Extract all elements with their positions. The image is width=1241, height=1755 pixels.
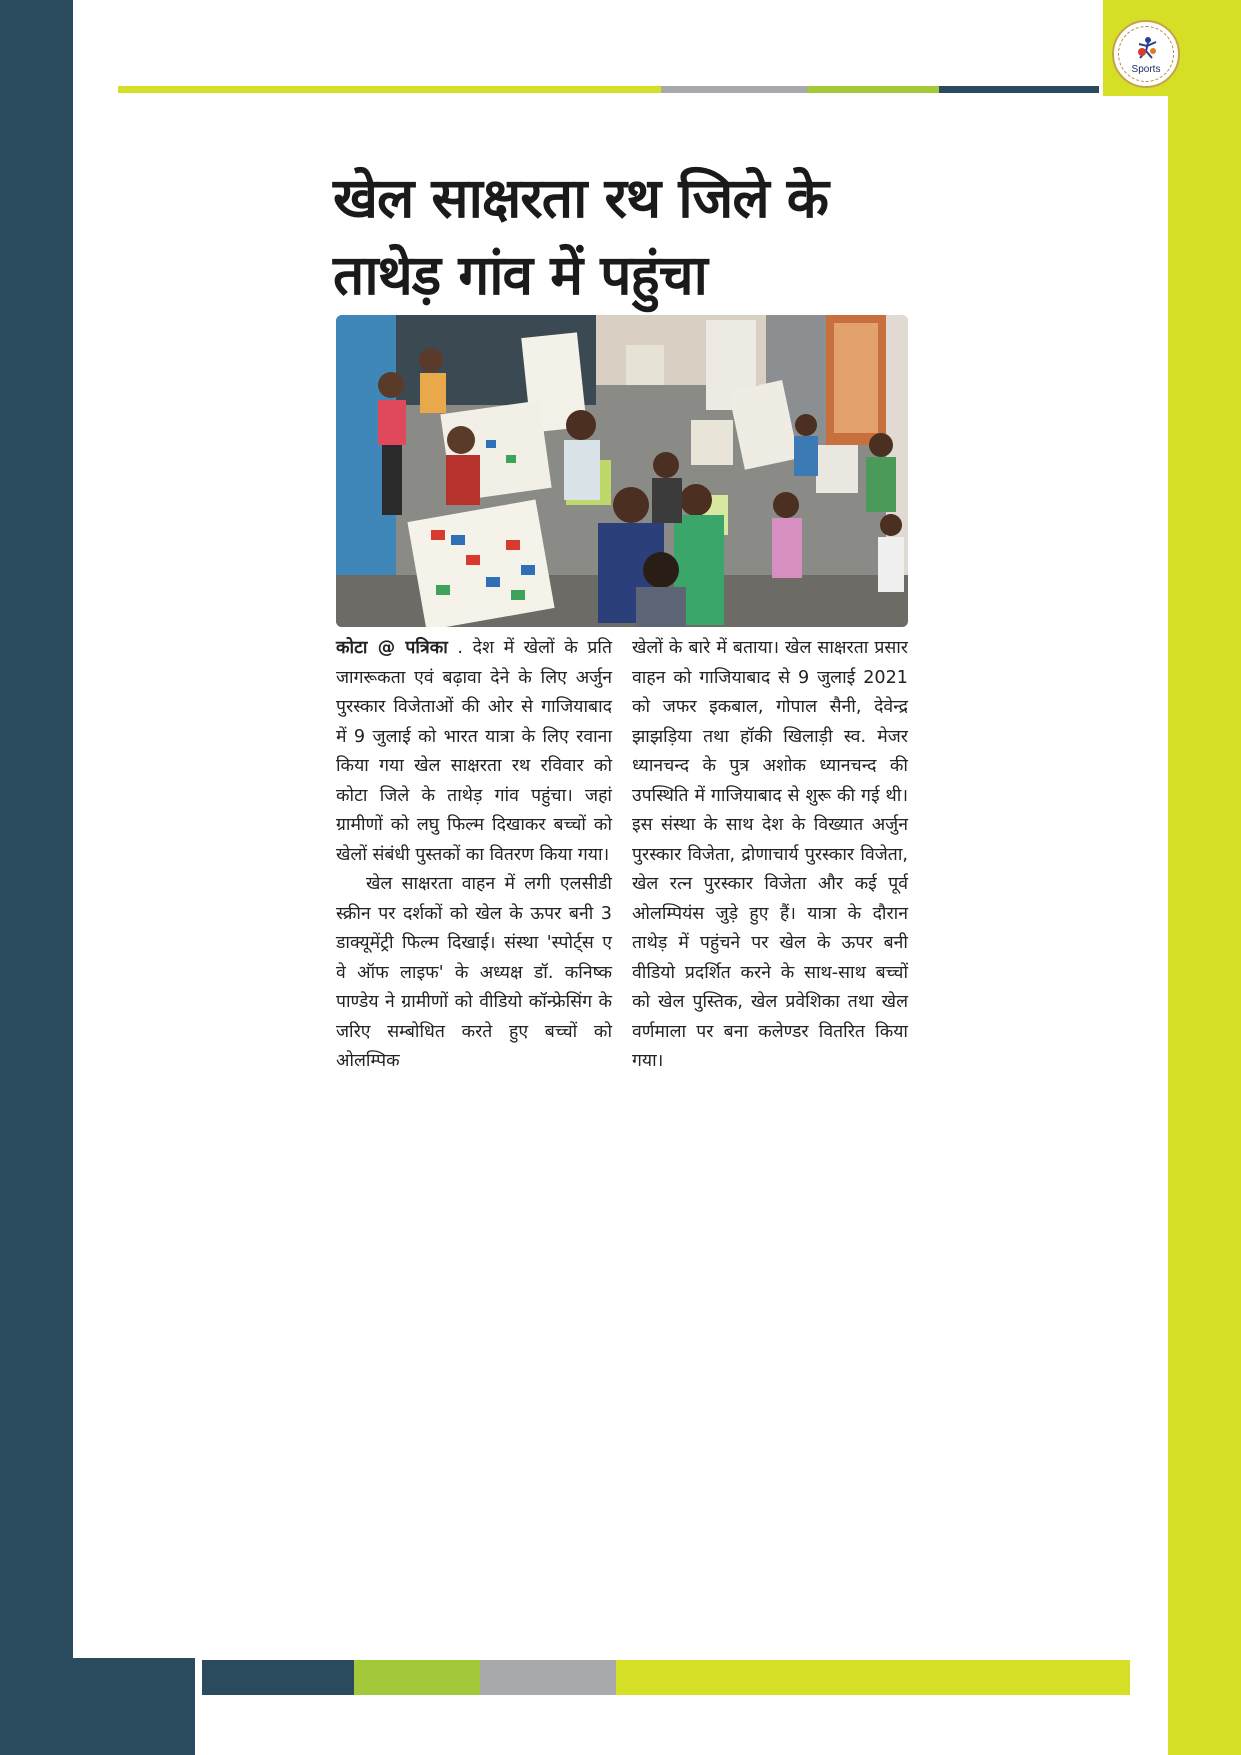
left-bottom-block — [0, 1658, 195, 1755]
children-with-posters-illustration — [336, 315, 908, 627]
bottom-stripe-green — [354, 1660, 480, 1695]
headline-line-1: खेल साक्षरता रथ जिले के — [333, 166, 829, 230]
left-sidebar-bar — [0, 0, 73, 1755]
bottom-stripe-gray — [480, 1660, 616, 1695]
dateline: कोटा @ पत्रिका — [336, 638, 448, 658]
top-stripe-lime — [118, 86, 661, 93]
article-column-2 — [632, 634, 908, 1077]
right-sidebar-bar — [1168, 96, 1241, 1755]
column-1-paragraph-1 — [336, 634, 612, 870]
bottom-stripe-lime — [616, 1660, 1130, 1695]
athlete-icon — [1134, 36, 1160, 62]
bottom-stripe-navy — [202, 1660, 354, 1695]
sports-logo — [1112, 20, 1180, 88]
article-column-1 — [336, 634, 612, 1077]
article-headline — [333, 160, 913, 314]
top-stripe-green — [807, 86, 939, 93]
column-1-paragraph-2: खेल साक्षरता वाहन में लगी एलसीडी स्क्रीन पर दर्शकों को खेल के ऊपर बनी 3 डाक्यूमेंट्री फिल्म दिखाई। संस्था 'स्पोर्ट्स ए वे ऑफ लाइफ' के अध्यक्ष डॉ. कनिष्क पाण्डेय ने ग्रामीणों को वीडियो कॉन्फ्रेसिंग के जरिए सम्बोधित करते हुए बच्चों को ओलम्पिक — [336, 874, 612, 1071]
top-stripe-gray — [661, 86, 807, 93]
article-photo — [336, 315, 908, 627]
top-stripe-navy — [939, 86, 1099, 93]
logo-text: Sports — [1131, 64, 1161, 75]
headline-line-2: ताथेड़ गांव में पहुंचा — [333, 243, 707, 307]
column-1-paragraph-1-text: . देश में खेलों के प्रति जागरूकता एवं बढ़ावा देने के लिए अर्जुन पुरस्कार विजेताओं की ओर से गाजियाबाद में 9 जुलाई को भारत यात्रा के लिए रवाना किया गया खेल साक्षरता रथ रविवार को कोटा जिले के ताथेड़ गांव पहुंचा। जहां ग्रामीणों को लघु फिल्म दिखाकर बच्चों को खेलों संबंधी पुस्तकों का वितरण किया गया। — [336, 638, 612, 865]
column-2-paragraph-1: खेलों के बारे में बताया। खेल साक्षरता प्रसार वाहन को गाजियाबाद से 9 जुलाई 2021 को जफर इकबाल, गोपाल सैनी, देवेन्द्र झाझड़िया तथा हॉकी खिलाड़ी स्व. मेजर ध्यानचन्द के पुत्र अशोक ध्यानचन्द की उपस्थिति में गाजियाबाद से शुरू की गई थी। इस संस्था के साथ देश के विख्यात अर्जुन पुरस्कार विजेता, द्रोणाचार्य पुरस्कार विजेता, खेल रत्न पुरस्कार विजेता और कई पूर्व ओलम्पियंस जुड़े हुए हैं। यात्रा के दौरान ताथेड़ में पहुंचने पर खेल के ऊपर बनी वीडियो प्रदर्शित करने के साथ-साथ बच्चों को खेल पुस्तिक, खेल प्रवेशिका तथा खेल वर्णमाला पर बना कलेण्डर वितरित किया गया। — [632, 638, 908, 1071]
